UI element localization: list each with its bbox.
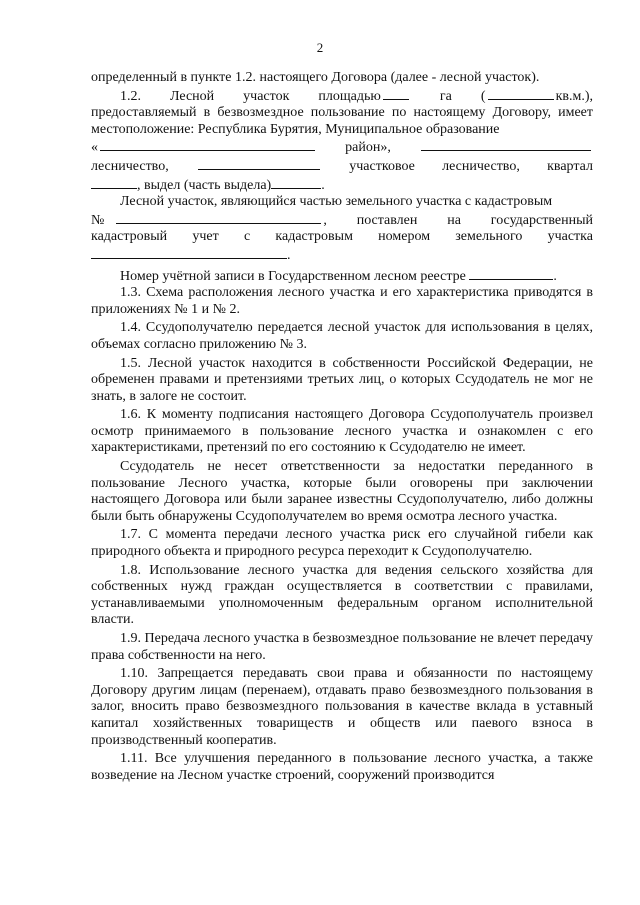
clause-1-8: 1.8. Использование лесного участка для ведения сельского хозяйства для собственных нужд граждан осуществляется в соответствии с правилами, устанавливаемыми уполномоченным федеральным органом исполнительной власти. (91, 562, 593, 628)
contract-text (91, 70, 593, 784)
area-sqm-group (452, 87, 593, 106)
unit-sqm: кв.м.), (555, 88, 593, 104)
word: государственный (490, 212, 593, 228)
word: земельного (455, 229, 523, 245)
word: квартал (547, 158, 593, 174)
district-group (91, 138, 317, 157)
registry-blank (469, 267, 553, 280)
word: поставлен (356, 212, 418, 228)
registry-line (91, 267, 593, 286)
word: площадью (318, 88, 381, 104)
vydel-label: , выдел (часть выдела) (137, 177, 272, 193)
word: лесничество, (91, 158, 169, 174)
municipality-blank (421, 138, 591, 151)
registry-label: Номер учётной записи в Государственном лесном реестре (120, 268, 466, 284)
quote-open: « (91, 140, 98, 156)
word: учет (192, 229, 219, 245)
number-sign: № (91, 212, 105, 228)
area-ha-blank (383, 87, 409, 100)
word: участок (243, 88, 290, 104)
vydel-blank (271, 176, 321, 189)
word: с (243, 229, 251, 245)
district-label: район», (345, 140, 391, 156)
clause-1-2-text: предоставляемый в безвозмездное пользование по настоящему Договору, имеет местоположение: Республика Бурятия, Муниципальное образование (91, 105, 593, 137)
clause-1-3: 1.3. Схема расположения лесного участка и его характеристика приводятся в приложениях № 1 и № 2. (91, 285, 593, 317)
word: кадастровый (91, 229, 168, 245)
word: участковое (349, 158, 415, 174)
period: . (553, 268, 557, 284)
clause-number: 1.2. (120, 88, 141, 104)
district-blank (100, 138, 315, 151)
cadastral-text: Лесной участок, являющийся частью земельного участка с кадастровым (120, 194, 553, 210)
clause-1-6: 1.6. К моменту подписания настоящего Договора Ссудополучатель произвел осмотр принимаемого в пользование лесного участка и ознакомлен с его характеристиками, претензий по его состоянию к Ссудодателю не имеет. (91, 407, 593, 456)
word: Лесной (170, 88, 215, 104)
cadastral-line-blank (91, 246, 593, 265)
quarter-blank (91, 176, 137, 189)
word: номером (378, 229, 431, 245)
unit-ha: га (439, 88, 452, 104)
cadastral-line-number (91, 211, 593, 230)
clause-1-5: 1.5. Лесной участок находится в собственности Российской Федерации, не обременен правами и претензиями третьих лиц, о которых Ссудодатель не мог не знать, в залоге не состоит. (91, 355, 593, 404)
clause-1-2-line-vydel (91, 176, 593, 195)
word: лесничество, (442, 158, 520, 174)
clause-1-11: 1.11. Все улучшения переданного в пользование лесного участка, а также возведение на Лесном участке строений, сооружений производится (91, 751, 593, 783)
clause-1-7: 1.7. С момента передачи лесного участка риск его случайной гибели как природного объекта и природного ресурса переходит к Ссудополучателю. (91, 527, 593, 560)
clause-1-2-line-forestry (91, 157, 593, 176)
clause-1-2-line-district (91, 138, 593, 157)
clause-1-10: 1.10. Запрещается передавать свои права и обязанности по настоящему Договору другим лицам (перенаем), отдавать право безвозмездного пользования в залог, вносить право безвозмездного пользования в качестве вклада в уставный капитал хозяйственных товариществ и обществ или паевого взноса в производственный кооператив. (91, 666, 593, 748)
word: участка (547, 229, 593, 245)
cadastral-line-words (91, 229, 593, 246)
period: . (287, 247, 291, 263)
page-number: 2 (316, 40, 324, 55)
clause-1-4: 1.4. Ссудополучателю передается лесной участок для использования в целях, объемах согласно приложению № 3. (91, 320, 593, 352)
word: кадастровым (275, 229, 353, 245)
paragraph-intro: определенный в пункте 1.2. настоящего Договора (далее - лесной участок). (91, 70, 540, 85)
paren: ( (480, 88, 486, 104)
cadastral-number-blank (116, 211, 321, 224)
clause-1-9: 1.9. Передача лесного участка в безвозмездное пользование не влечет передачу права собственности на него. (91, 631, 593, 663)
cadastral-number-group (91, 211, 327, 230)
area-sqm-blank (488, 87, 554, 100)
period: . (321, 177, 325, 193)
comma: , (323, 212, 327, 228)
clause-1-6-continued: Ссудодатель не несет ответственности за недостатки переданного в пользование Лесного участка, которые были оговорены при заключении настоящего Договора или были заранее известны Ссудополучателю, либо должны были быть обнаружены Ссудополучателем во время осмотра лесного участка. (91, 459, 593, 524)
land-plot-number-blank (91, 246, 287, 259)
forestry-blank (198, 157, 320, 170)
word: на (447, 212, 461, 228)
clause-1-2-line-1 (91, 87, 593, 106)
